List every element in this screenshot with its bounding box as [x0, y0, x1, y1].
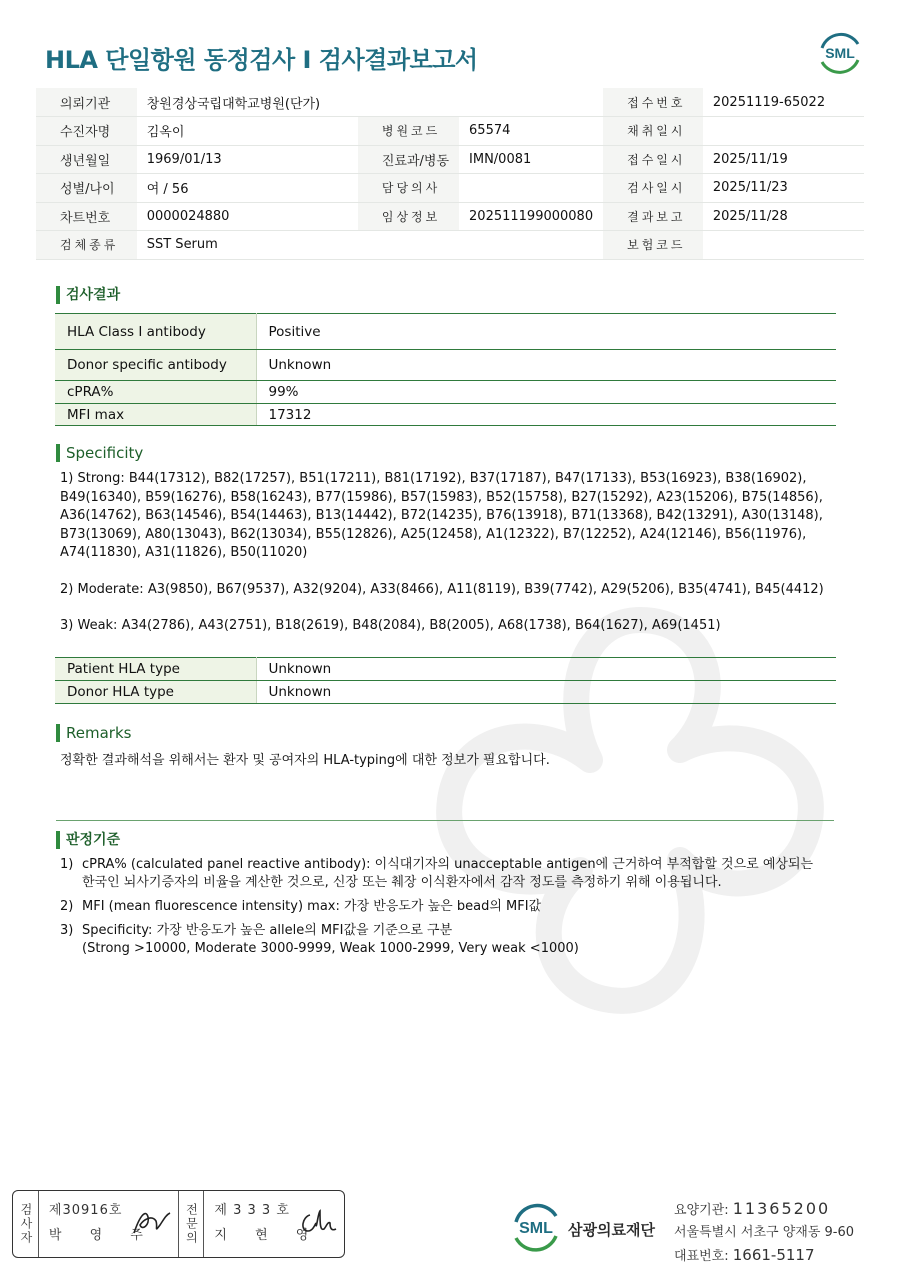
result-value: 17312 [256, 404, 836, 426]
info-label: 접수일시 [603, 145, 703, 174]
info-value: IMN/0081 [459, 145, 603, 174]
specialist-name: 지 현 영 [214, 1228, 321, 1243]
specialist-license: 제 3 3 3 호 [214, 1203, 290, 1218]
specificity-moderate: 2) Moderate: A3(9850), B67(9537), A32(9204), A33(8466), A11(8119), B39(7742), A29(5206), B35(4741), B45(4412) [60, 581, 824, 597]
info-empty [358, 88, 459, 117]
specialist-signature-icon [296, 1205, 338, 1239]
phone-line [674, 1244, 854, 1268]
result-label: MFI max [55, 404, 256, 426]
info-value: 202511199000080 [459, 202, 603, 231]
specificity-heading: Specificity [56, 444, 143, 462]
institution-code-line [674, 1198, 854, 1222]
result-row [55, 314, 836, 350]
specialist-label-text: 전문의 [184, 1203, 199, 1245]
signature-box [12, 1190, 345, 1258]
tester-name: 박 영 주 [48, 1228, 155, 1243]
result-value: Positive [256, 314, 836, 350]
sml-footer-logo-icon [508, 1198, 564, 1256]
info-value: 창원경상국립대학교병원(단가) [137, 88, 358, 117]
result-value: 99% [256, 381, 836, 404]
info-value [703, 231, 864, 260]
info-label: 검사일시 [603, 174, 703, 203]
info-value: 2025/11/19 [703, 145, 864, 174]
hla-type-value: Unknown [256, 658, 836, 681]
info-value: 65574 [459, 117, 603, 146]
result-row [55, 350, 836, 381]
footer-info [674, 1198, 854, 1268]
remarks-text: 정확한 결과해석을 위해서는 환자 및 공여자의 HLA-typing에 대한 정보가 필요합니다. [60, 753, 550, 768]
criteria-line: Specificity: 가장 반응도가 높은 allele의 MFI값을 기준으로 구분 [82, 923, 453, 938]
phone-number: 1661-5117 [732, 1246, 815, 1264]
tester-cell [39, 1191, 179, 1257]
result-label: HLA Class I antibody [55, 314, 256, 350]
info-label: 임상정보 [358, 202, 459, 231]
info-value: 여 / 56 [137, 174, 358, 203]
phone-label: 대표번호: [674, 1249, 733, 1264]
remarks-heading: Remarks [56, 724, 131, 742]
info-value: 김옥이 [137, 117, 358, 146]
hla-type-table [55, 657, 836, 704]
info-label: 채취일시 [603, 117, 703, 146]
info-row [36, 117, 864, 146]
criteria-list [60, 856, 830, 964]
specificity-weak: 3) Weak: A34(2786), A43(2751), B18(2619), B48(2084), B8(2005), A68(1738), B64(1627), A69(1451) [60, 618, 721, 633]
criteria-heading: 판정기준 [56, 831, 120, 849]
info-row [36, 231, 864, 260]
tester-license: 제30916호 [48, 1203, 123, 1218]
info-value: 2025/11/23 [703, 174, 864, 203]
sml-logo-text: SML [825, 45, 855, 61]
info-value: 20251119-65022 [703, 88, 864, 117]
info-label: 진료과/병동 [358, 145, 459, 174]
criteria-item [60, 898, 830, 916]
info-empty [459, 88, 603, 117]
info-value: 2025/11/28 [703, 202, 864, 231]
hla-type-label: Patient HLA type [55, 658, 256, 681]
info-value: 0000024880 [137, 202, 358, 231]
info-label: 차트번호 [36, 202, 137, 231]
criteria-line: (Strong >10000, Moderate 3000-9999, Weak 1000-2999, Very weak <1000) [82, 941, 579, 956]
info-label: 접수번호 [603, 88, 703, 117]
divider [56, 820, 834, 821]
hla-type-label: Donor HLA type [55, 681, 256, 704]
criteria-num: 2) [60, 899, 74, 914]
results-table [55, 313, 836, 426]
hla-type-row [55, 681, 836, 704]
info-value: SST Serum [137, 231, 358, 260]
results-heading: 검사결과 [56, 286, 120, 304]
info-label: 결과보고 [603, 202, 703, 231]
info-label: 검체종류 [36, 231, 137, 260]
criteria-num: 1) [60, 857, 74, 872]
result-label: Donor specific antibody [55, 350, 256, 381]
criteria-line: MFI (mean fluorescence intensity) max: 가장 반응도가 높은 bead의 MFI값 [82, 899, 542, 914]
info-label: 병원코드 [358, 117, 459, 146]
info-row [36, 88, 864, 117]
result-value: Unknown [256, 350, 836, 381]
info-label: 성별/나이 [36, 174, 137, 203]
info-value [703, 117, 864, 146]
info-row [36, 174, 864, 203]
result-row [55, 381, 836, 404]
info-value [459, 174, 603, 203]
specialist-label [179, 1191, 205, 1257]
criteria-num: 3) [60, 923, 74, 938]
specificity-text [60, 470, 830, 654]
tester-label [13, 1191, 39, 1257]
info-label: 생년월일 [36, 145, 137, 174]
foundation-name: 삼광의료재단 [568, 1221, 655, 1239]
sml-logo-icon [814, 28, 866, 76]
info-label: 의뢰기관 [36, 88, 137, 117]
report-title: HLA 단일항원 동정검사 I 검사결과보고서 [45, 46, 478, 74]
criteria-item [60, 856, 830, 892]
institution-code: 11365200 [732, 1199, 831, 1218]
specialist-cell [204, 1191, 344, 1257]
hla-type-value: Unknown [256, 681, 836, 704]
info-empty [358, 231, 459, 260]
info-row [36, 202, 864, 231]
info-row [36, 145, 864, 174]
criteria-line: cPRA% (calculated panel reactive antibody): 이식대기자의 unacceptable antigen에 근거하여 부적합할 것으로 예상되는 [82, 857, 814, 872]
result-row [55, 404, 836, 426]
info-label: 수진자명 [36, 117, 137, 146]
patient-info-table [36, 88, 864, 260]
criteria-line: 한국인 뇌사기증자의 비율을 계산한 것으로, 신장 또는 췌장 이식환자에서 감작 정도를 측정하기 위해 이용됩니다. [82, 875, 722, 890]
result-label: cPRA% [55, 381, 256, 404]
specificity-strong: 1) Strong: B44(17312), B82(17257), B51(17211), B81(17192), B37(17187), B47(17133), B53(16923), B38(16902), B49(16340), B59(16276), B58(16243), B77(15986), B57(15983), B52(15758), B27(15292), A23(15206), B75(14856), A36(14762), B63(14546), B54(14463), B13(14442), B72(14235), B76(13918), B71(13368), B42(13291), A30(13148), B73(13069), A80(13043), B62(13034), B55(12826), A25(12458), A1(12322), B7(12252), A24(12146), B56(11976), A74(11830), A31(11826), B50(11020) [60, 471, 823, 560]
sml-footer-logo-text: SML [519, 1220, 553, 1237]
info-empty [459, 231, 603, 260]
info-value: 1969/01/13 [137, 145, 358, 174]
info-label: 담당의사 [358, 174, 459, 203]
hla-type-row [55, 658, 836, 681]
code-label: 요양기관: [674, 1203, 733, 1218]
info-label: 보험코드 [603, 231, 703, 260]
tester-label-text: 검사자 [18, 1203, 33, 1245]
criteria-item [60, 922, 830, 958]
address: 서울특별시 서초구 양재동 9-60 [674, 1225, 855, 1240]
tester-signature-icon [130, 1205, 172, 1239]
